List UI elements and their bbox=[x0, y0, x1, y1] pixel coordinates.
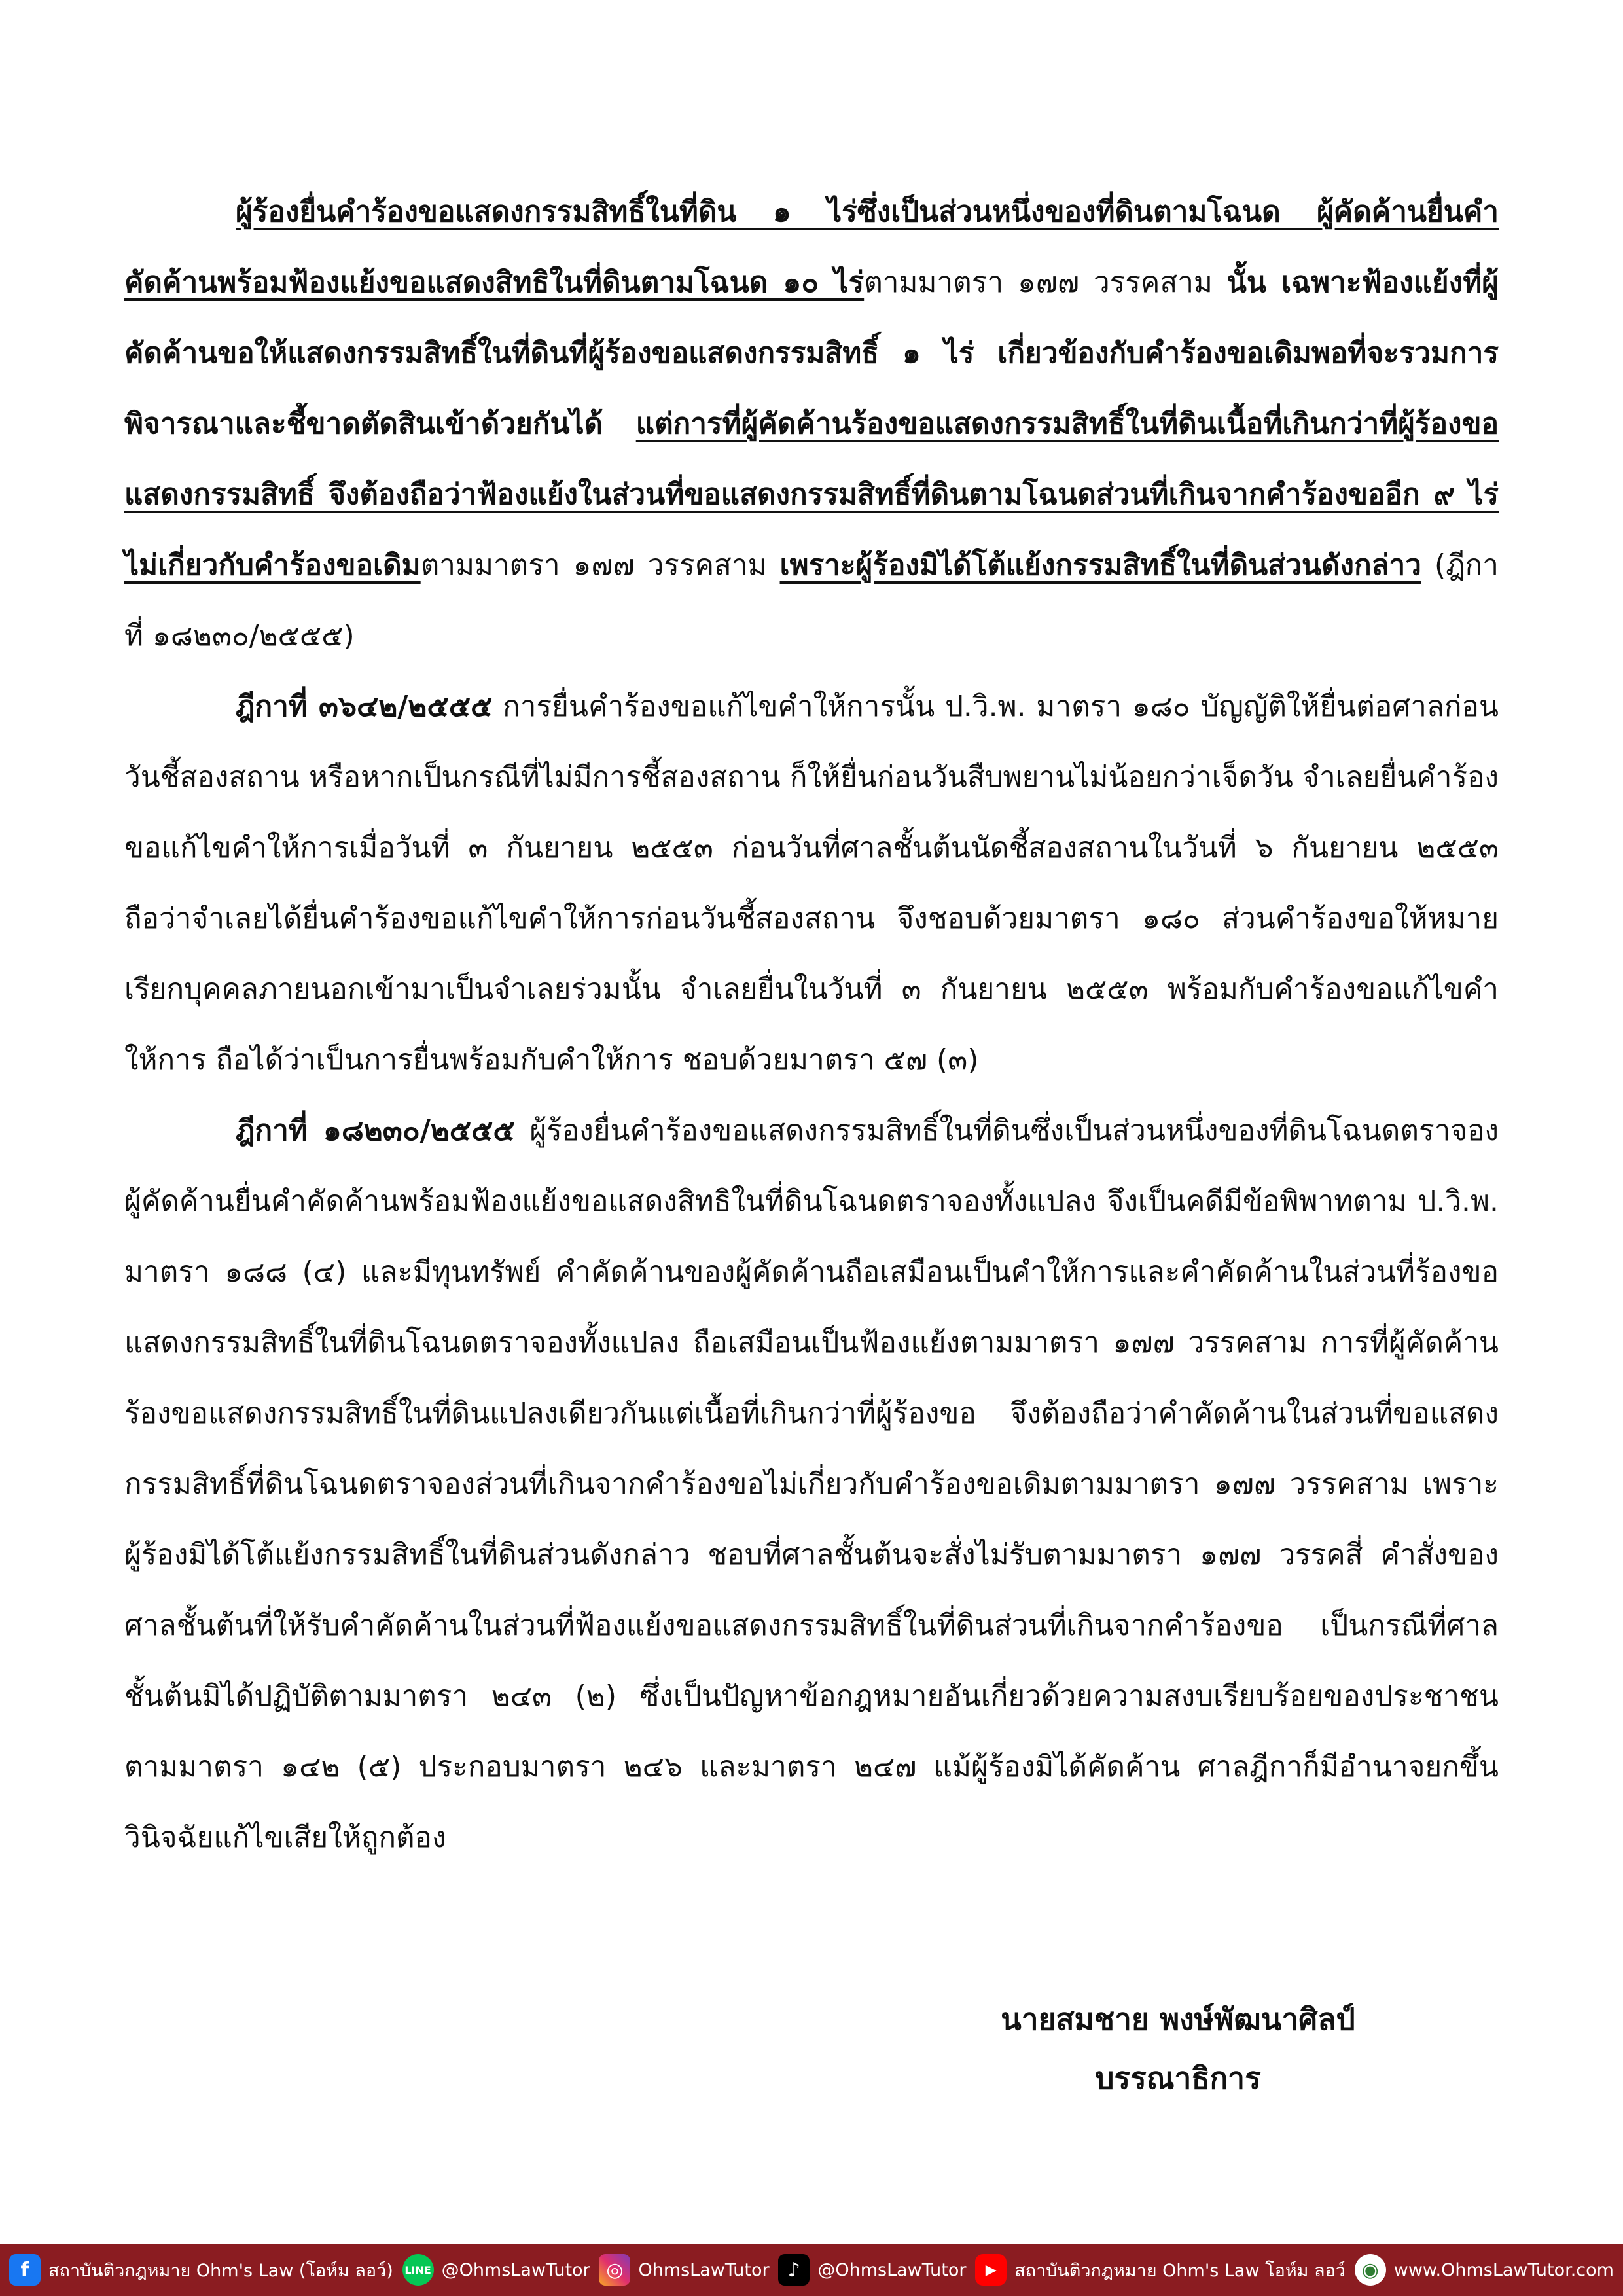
footer-bar bbox=[0, 2244, 1623, 2296]
bold-text: ฎีกาที่ ๓๖๔๒/๒๕๕๕ bbox=[236, 690, 493, 723]
text-run: (ฎีกาที่ ๑๘๒๓๐/๒๕๕๕) bbox=[124, 548, 1499, 653]
text-run: ตามมาตรา ๑๗๗ วรรคสาม bbox=[864, 266, 1227, 299]
line-icon: LINE bbox=[402, 2254, 434, 2286]
footer-link-label: @OhmsLawTutor bbox=[817, 2259, 967, 2280]
paragraph bbox=[124, 177, 1499, 672]
web-icon: ◉ bbox=[1355, 2254, 1386, 2286]
facebook-icon: f bbox=[9, 2254, 41, 2286]
footer-link-line[interactable] bbox=[402, 2254, 590, 2286]
footer-link-label: OhmsLawTutor bbox=[638, 2259, 770, 2280]
footer-link-tiktok[interactable] bbox=[778, 2254, 966, 2286]
instagram-icon: ◎ bbox=[599, 2254, 630, 2286]
text-run: ผู้ร้องยื่นคำร้องขอแสดงกรรมสิทธิ์ในที่ดินซึ่งเป็นส่วนหนึ่งของที่ดินโฉนดตราจอง ผู้คัดค้านยื่นคำคัดค้านพร้อมฟ้องแย้งขอแสดงสิทธิในที่ดินโฉนดตราจองทั้งแปลง จึงเป็นคดีมีข้อพิพาทตาม ป.วิ.พ. มาตรา ๑๘๘ (๔) และมีทุนทรัพย์ คำคัดค้านของผู้คัดค้านถือเสมือนเป็นคำให้การและคำคัดค้านในส่วนที่ร้องขอแสดงกรรมสิทธิ์ในที่ดินโฉนดตราจองทั้งแปลง ถือเสมือนเป็นฟ้องแย้งตามมาตรา ๑๗๗ วรรคสาม การที่ผู้คัดค้านร้องขอแสดงกรรมสิทธิ์ในที่ดินแปลงเดียวกันแต่เนื้อที่เกินกว่าที่ผู้ร้องขอ จึงต้องถือว่าคำคัดค้านในส่วนที่ขอแสดงกรรมสิทธิ์ที่ดินโฉนดตราจองส่วนที่เกินจากคำร้องขอไม่เกี่ยวกับคำร้องขอเดิมตามมาตรา ๑๗๗ วรรคสาม เพราะผู้ร้องมิได้โต้แย้งกรรมสิทธิ์ในที่ดินส่วนดังกล่าว ชอบที่ศาลชั้นต้นจะสั่งไม่รับตามมาตรา ๑๗๗ วรรคสี่ คำสั่งของศาลชั้นต้นที่ให้รับคำคัดค้านในส่วนที่ฟ้องแย้งขอแสดงกรรมสิทธิ์ในที่ดินส่วนที่เกินจากคำร้องขอ เป็นกรณีที่ศาลชั้นต้นมิได้ปฏิบัติตามมาตรา ๒๔๓ (๒) ซึ่งเป็นปัญหาข้อกฎหมายอันเกี่ยวด้วยความสงบเรียบร้อยของประชาชนตามมาตรา ๑๔๒ (๕) ประกอบมาตรา ๒๔๖ และมาตรา ๒๔๗ แม้ผู้ร้องมิได้คัดค้าน ศาลฎีกาก็มีอำนาจยกขึ้นวินิจฉัยแก้ไขเสียให้ถูกต้อง bbox=[124, 1114, 1499, 1854]
footer-link-label: สถาบันติวกฎหมาย Ohm's Law (โอห์ม ลอว์) bbox=[48, 2260, 393, 2281]
footer-link-label: www.OhmsLawTutor.com bbox=[1393, 2259, 1614, 2280]
underlined-text: แต่การที่ผู้คัดค้านร้องขอแสดงกรรมสิทธิ์ในที่ดินเนื้อที่เกินกว่าที่ผู้ร้องขอแสดงกรรมสิทธิ์ จึงต้องถือว่าฟ้องแย้งในส่วนที่ขอแสดงกรรมสิทธิ์ที่ดินตามโฉนดส่วนที่เกินจากคำร้องขออีก ๙ ไร่ ไม่เกี่ยวกับคำร้องขอเดิม bbox=[124, 407, 1499, 582]
text-run: การยื่นคำร้องขอแก้ไขคำให้การนั้น ป.วิ.พ. มาตรา ๑๘๐ บัญญัติให้ยื่นต่อศาลก่อนวันชี้สองสถาน หรือหากเป็นกรณีที่ไม่มีการชี้สองสถาน ก็ให้ยื่นก่อนวันสืบพยานไม่น้อยกว่าเจ็ดวัน จำเลยยื่นคำร้องขอแก้ไขคำให้การเมื่อวันที่ ๓ กันยายน ๒๕๕๓ ก่อนวันที่ศาลชั้นต้นนัดชี้สองสถานในวันที่ ๖ กันยายน ๒๕๕๓ ถือว่าจำเลยได้ยื่นคำร้องขอแก้ไขคำให้การก่อนวันชี้สองสถาน จึงชอบด้วยมาตรา ๑๘๐ ส่วนคำร้องขอให้หมายเรียกบุคคลภายนอกเข้ามาเป็นจำเลยร่วมนั้น จำเลยยื่นในวันที่ ๓ กันยายน ๒๕๕๓ พร้อมกับคำร้องขอแก้ไขคำให้การ ถือได้ว่าเป็นการยื่นพร้อมกับคำให้การ ชอบด้วยมาตรา ๕๗ (๓) bbox=[124, 690, 1499, 1077]
paragraph bbox=[124, 1096, 1499, 1873]
tiktok-icon: ♪ bbox=[778, 2254, 810, 2286]
paragraph bbox=[124, 672, 1499, 1096]
footer-link-youtube[interactable] bbox=[975, 2254, 1346, 2286]
youtube-icon: ▶ bbox=[975, 2254, 1007, 2286]
footer-link-label: สถาบันติวกฎหมาย Ohm's Law โอห์ม ลอว์ bbox=[1014, 2260, 1346, 2281]
footer-link-instagram[interactable] bbox=[599, 2254, 769, 2286]
footer-link-web[interactable] bbox=[1355, 2254, 1614, 2286]
editor-name: นายสมชาย พงษ์พัฒนาศิลป์ bbox=[1001, 2001, 1355, 2037]
text-run: ตามมาตรา ๑๗๗ วรรคสาม bbox=[420, 548, 780, 582]
footer-link-label: @OhmsLawTutor bbox=[441, 2259, 590, 2280]
signature-block bbox=[949, 1990, 1407, 2108]
bold-text: นั้น เฉพาะฟ้องแย้งที่ผู้คัดค้านขอให้แสดงกรรมสิทธิ์ในที่ดินที่ผู้ร้องขอแสดงกรรมสิทธิ์ ๑ ไร่ เกี่ยวข้องกับคำร้องขอเดิมพอที่จะรวมการพิจารณาและชี้ขาดตัดสินเข้าด้วยกันได้ bbox=[124, 266, 1499, 440]
bold-text: ฎีกาที่ ๑๘๒๓๐/๒๕๕๕ bbox=[236, 1114, 515, 1147]
underlined-text: เพราะผู้ร้องมิได้โต้แย้งกรรมสิทธิ์ในที่ดินส่วนดังกล่าว bbox=[779, 548, 1421, 582]
footer-link-facebook[interactable] bbox=[9, 2254, 393, 2286]
underlined-text: ผู้ร้องยื่นคำร้องขอแสดงกรรมสิทธิ์ในที่ดิน ๑ ไร่ซึ่งเป็นส่วนหนึ่งของที่ดินตามโฉนด ผู้คัดค้านยื่นคำคัดค้านพร้อมฟ้องแย้งขอแสดงสิทธิในที่ดินตามโฉนด ๑๐ ไร่ bbox=[124, 195, 1499, 299]
editor-title: บรรณาธิการ bbox=[1095, 2060, 1261, 2096]
document-body bbox=[124, 177, 1499, 1873]
